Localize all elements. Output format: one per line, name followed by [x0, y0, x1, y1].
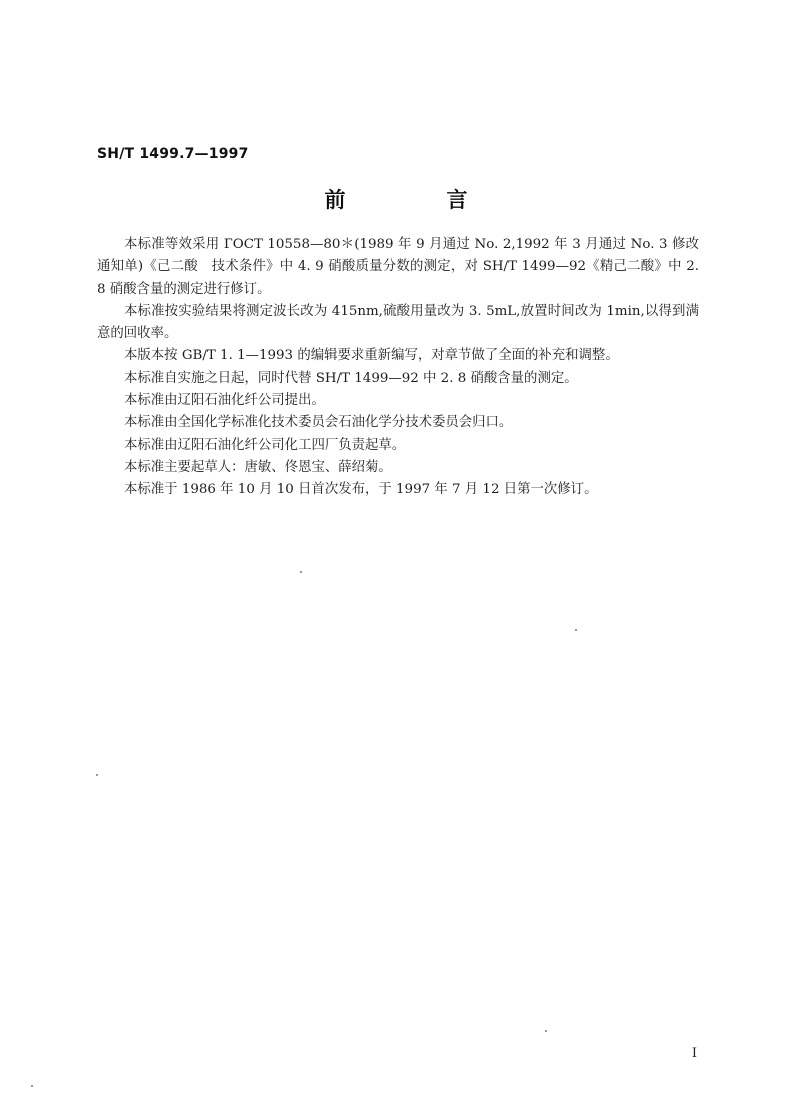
scan-speck: [96, 774, 98, 776]
paragraph-edition: 本版本按 GB/T 1. 1—1993 的编辑要求重新编写，对章节做了全面的补充和调整。: [124, 348, 619, 364]
paragraph-centralized: 本标准由全国化学标准化技术委员会石油化学分技术委员会归口。: [124, 415, 513, 431]
paragraph-replacement: 本标准自实施之日起，同时代替 SH/T 1499—92 中 2. 8 硝酸含量的测定。: [124, 370, 578, 386]
page-title: 前 言: [324, 188, 508, 212]
scan-speck: [31, 1085, 33, 1087]
paragraph-history: 本标准于 1986 年 10 月 10 日首次发布，于 1997 年 7 月 12 日第一次修订。: [124, 482, 598, 498]
paragraph-experiment: 本标准按实验结果将测定波长改为 415nm,硫酸用量改为 3. 5mL,放置时间改为 1min,以得到满意的回收率。: [97, 303, 699, 342]
paragraph-drafter-org: 本标准由辽阳石油化纤公司化工四厂负责起草。: [124, 437, 406, 453]
foreword-body: [97, 234, 699, 502]
standard-code: SH/T 1499.7—1997: [97, 146, 249, 162]
paragraph-proposer: 本标准由辽阳石油化纤公司提出。: [124, 393, 325, 409]
page-number: I: [691, 1046, 697, 1061]
paragraph-drafters: 本标准主要起草人：唐敏、佟恩宝、薛绍菊。: [124, 459, 392, 475]
scan-speck: [545, 1030, 547, 1032]
paragraph-adoption: 本标准等效采用 ГОСТ 10558—80＊(1989 年 9 月通过 No. 2,1992 年 3 月通过 No. 3 修改通知单)《己二酸 技术条件》中 4. 9 硝酸质量分数的测定，对 SH/T 1499—92《精己二酸》中 2. 8 硝酸含量的测定进行修订。: [97, 237, 699, 297]
scan-speck: [300, 571, 302, 573]
scan-speck: [575, 629, 577, 631]
